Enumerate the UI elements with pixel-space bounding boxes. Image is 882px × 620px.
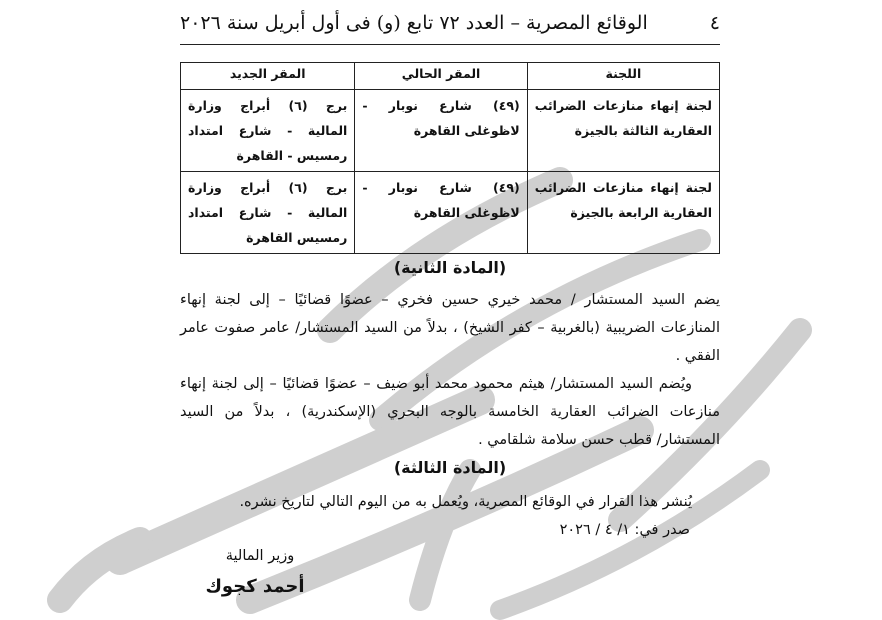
gazette-title: الوقائع المصرية – العدد ٧٢ تابع (و) فى أول أبريل سنة ٢٠٢٦ [180,12,648,34]
cell-new-seat: برج (٦) أبراج وزارة المالية - شارع امتداد رمسيس القاهرة [181,172,355,254]
signatory-name: أحمد كجوك [205,576,305,597]
cell-committee: لجنة إنهاء منازعات الضرائب العقارية الرابعة بالجيزة [527,172,719,254]
issue-date: صدر في: ١/ ٤ / ٢٠٢٦ [559,522,690,538]
table-header-row [181,63,720,90]
signatory-title: وزير المالية [225,548,295,564]
article-two-paragraph-one: يضم السيد المستشار / محمد خيري حسين فخري – عضوًا قضائيًا – إلى لجنة إنهاء المنازعات الضريبية (بالغربية – كفر الشيخ) ، بدلاً من السيد المستشار/ عامر صفوت عامر الفقي . [180,292,720,364]
header-rule [180,44,720,45]
committees-table [180,62,720,254]
page-header [180,8,720,38]
article-three-heading: (المادة الثالثة) [393,458,507,477]
column-header-committee: اللجنة [527,63,719,90]
cell-current-seat: (٤٩) شارع نوبار - لاظوغلى القاهرة [355,90,527,172]
column-header-current-seat: المقر الحالي [355,63,527,90]
article-two-heading: (المادة الثانية) [393,258,507,277]
table-row [181,90,720,172]
cell-current-seat: (٤٩) شارع نوبار - لاظوغلى القاهرة [355,172,527,254]
table-row [181,172,720,254]
cell-new-seat: برج (٦) أبراج وزارة المالية - شارع امتداد رمسيس - القاهرة [181,90,355,172]
article-two-paragraph-two: ويُضم السيد المستشار/ هيثم محمود محمد أبو ضيف – عضوًا قضائيًا – إلى لجنة إنهاء منازعات الضرائب العقارية الخامسة بالوجه البحري (الإسكندرية) ، بدلاً من السيد المستشار/ قطب حسن سلامة شلقامي . [180,376,720,448]
article-three-paragraph: يُنشر هذا القرار في الوقائع المصرية، ويُعمل به من اليوم التالي لتاريخ نشره. [239,494,692,510]
column-header-new-seat: المقر الجديد [181,63,355,90]
page-number: ٤ [709,12,720,34]
cell-committee: لجنة إنهاء منازعات الضرائب العقارية الثالثة بالجيزة [527,90,719,172]
